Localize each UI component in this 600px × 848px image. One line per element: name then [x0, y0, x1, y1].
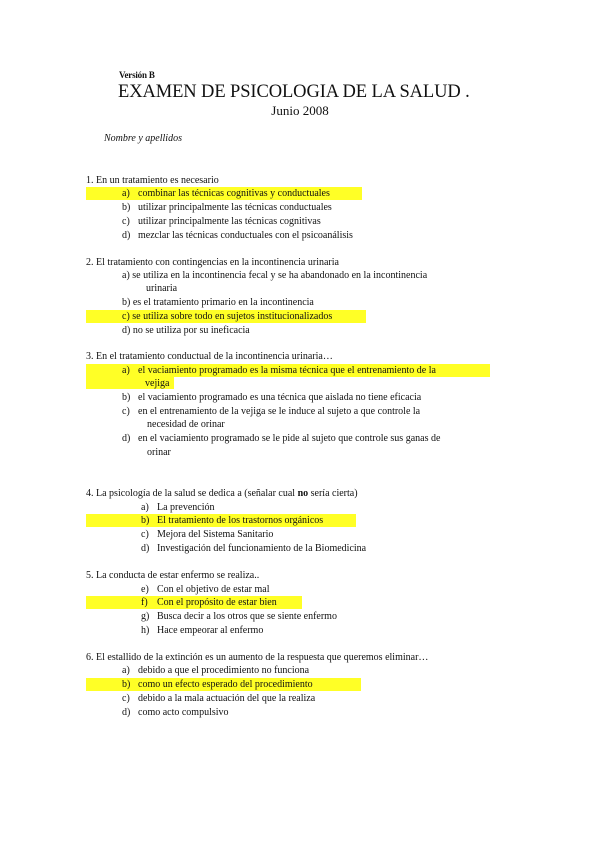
- option-text: el vaciamiento programado es una técnica que aislada no tiene eficacia: [138, 392, 422, 403]
- option-text: en el entrenamiento de la vejiga se le induce al sujeto a que controle la: [138, 406, 421, 417]
- option-text: mezclar las técnicas conductuales con el psicoanálisis: [138, 230, 353, 241]
- option-letter: c): [122, 406, 130, 417]
- option-text: Investigación del funcionamiento de la Biomedicina: [157, 543, 367, 554]
- question-6-option-b: [122, 678, 313, 692]
- exam-date: Junio 2008: [271, 103, 329, 118]
- question-4-stem: [86, 487, 358, 501]
- option-letter: b): [122, 679, 131, 690]
- question-3-option-a-continued: vejiga: [145, 378, 170, 389]
- option-letter: d): [122, 707, 131, 718]
- option-letter: b): [122, 202, 131, 213]
- question-5-stem: 5. La conducta de estar enfermo se realiza..: [86, 570, 260, 581]
- option-letter: c): [122, 693, 130, 704]
- question-2-option-c: c) se utiliza sobre todo en sujetos institucionalizados: [122, 311, 333, 322]
- question-4-option-b: [141, 514, 323, 528]
- question-1-option-a: [122, 187, 330, 201]
- option-letter: a): [122, 365, 130, 376]
- option-letter: e): [141, 584, 149, 595]
- option-letter: c): [122, 216, 130, 227]
- option-text: Hace empeorar al enfermo: [157, 625, 264, 636]
- question-4-option-d: [141, 542, 366, 556]
- question-5-option-f: [141, 596, 277, 610]
- question-6-stem: 6. El estallido de la extinción es un aumento de la respuesta que queremos eliminar…: [86, 652, 429, 663]
- name-field-label: Nombre y apellidos: [104, 133, 182, 144]
- option-text: El tratamiento de los trastornos orgánicos: [157, 515, 324, 526]
- option-letter: a): [122, 188, 130, 199]
- question-1-option-c: [122, 215, 321, 229]
- question-3-option-c-continued: necesidad de orinar: [147, 419, 225, 430]
- option-letter: b): [141, 515, 150, 526]
- option-text: como acto compulsivo: [138, 707, 229, 718]
- option-text: La prevención: [157, 502, 215, 513]
- question-1-option-d: [122, 229, 353, 243]
- option-letter: d): [122, 433, 131, 444]
- option-text: Busca decir a los otros que se siente enfermo: [157, 611, 337, 622]
- option-text: debido a que el procedimiento no funciona: [138, 665, 310, 676]
- stem-text: 4. La psicología de la salud se dedica a (señalar cual: [86, 488, 298, 499]
- page-title: EXAMEN DE PSICOLOGIA DE LA SALUD .: [118, 82, 470, 102]
- question-5-option-e: [141, 583, 269, 597]
- option-text: el vaciamiento programado es la misma técnica que el entrenamiento de la: [138, 365, 436, 376]
- question-4-option-c: [141, 528, 273, 542]
- question-2-option-a: a) se utiliza en la incontinencia fecal y se ha abandonado en la incontinencia: [122, 270, 428, 281]
- option-text: debido a la mala actuación del que la realiza: [138, 693, 316, 704]
- stem-text: sería cierta): [308, 488, 358, 499]
- question-3-option-b: [122, 391, 421, 405]
- question-3-option-a: [122, 364, 436, 378]
- option-text: utilizar principalmente las técnicas conductuales: [138, 202, 332, 213]
- question-1-option-b: [122, 201, 332, 215]
- option-letter: c): [141, 529, 149, 540]
- question-6-option-c: [122, 692, 315, 706]
- question-2-option-d: d) no se utiliza por su ineficacia: [122, 325, 250, 336]
- option-letter: h): [141, 625, 150, 636]
- option-letter: a): [122, 665, 130, 676]
- option-letter: g): [141, 611, 150, 622]
- question-3-option-d: [122, 432, 440, 446]
- question-2-option-b: b) es el tratamiento primario en la incontinencia: [122, 297, 314, 308]
- question-3-stem: 3. En el tratamiento conductual de la incontinencia urinaria…: [86, 351, 333, 362]
- question-6-option-d: [122, 706, 229, 720]
- question-3-option-d-continued: orinar: [147, 447, 171, 458]
- stem-emphasis: no: [297, 488, 309, 499]
- question-4-option-a: [141, 501, 214, 515]
- option-text: como un efecto esperado del procedimiento: [138, 679, 313, 690]
- option-text: utilizar principalmente las técnicas cognitivas: [138, 216, 321, 227]
- option-text: en el vaciamiento programado se le pide al sujeto que controle sus ganas de: [138, 433, 441, 444]
- question-2-option-a-continued: urinaria: [146, 283, 178, 294]
- version-label: Versión B: [119, 70, 155, 80]
- option-text: Mejora del Sistema Sanitario: [157, 529, 274, 540]
- option-letter: a): [141, 502, 149, 513]
- option-letter: f): [141, 597, 148, 608]
- question-2-stem: 2. El tratamiento con contingencias en la incontinencia urinaria: [86, 257, 339, 268]
- question-5-option-g: [141, 610, 337, 624]
- option-text: Con el objetivo de estar mal: [157, 584, 270, 595]
- option-letter: d): [141, 543, 150, 554]
- option-letter: d): [122, 230, 131, 241]
- option-text: combinar las técnicas cognitivas y conductuales: [138, 188, 330, 199]
- question-3-option-c: [122, 405, 420, 419]
- question-1-stem: 1. En un tratamiento es necesario: [86, 175, 219, 186]
- question-6-option-a: [122, 664, 309, 678]
- question-5-option-h: [141, 624, 263, 638]
- option-letter: b): [122, 392, 131, 403]
- option-text: Con el propósito de estar bien: [157, 597, 277, 608]
